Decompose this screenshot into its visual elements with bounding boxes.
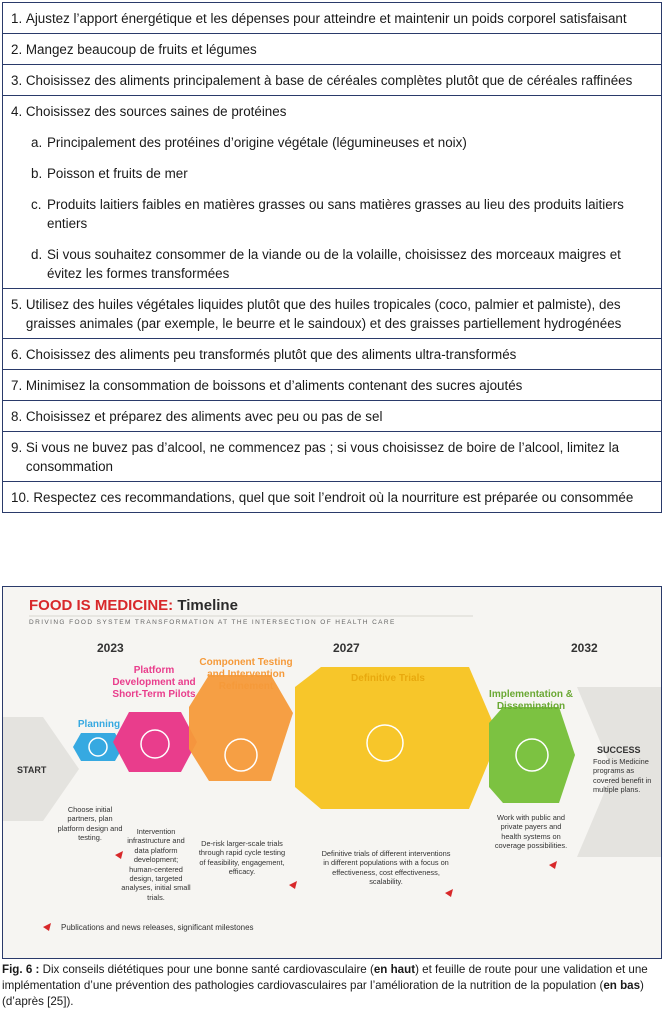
platform-hexagon <box>113 712 197 772</box>
year-2032: 2032 <box>571 641 598 655</box>
success-text: Food is Medicine programs as covered benefit in multiple plans. <box>593 757 652 795</box>
tip-text: Si vous ne buvez pas d’alcool, ne commencez pas ; si vous choisissez de boire de l’alcool, limitez la consommation <box>25 440 620 474</box>
phase-implementation: Implementation & Dissemination <box>489 689 573 712</box>
phase-platform: Platform Development and Short-Term Pilots <box>112 665 196 700</box>
phase-definitive: Definitive Trials <box>351 673 425 684</box>
tip-row-1 <box>3 3 661 34</box>
tip-number: 7. <box>11 378 26 393</box>
tip-text: Utilisez des huiles végétales liquides plutôt que des huiles tropicales (coco, palmier et palmiste), des graisses animales (par exemple, le beurre et le saindoux) et des graisses partiellement hydrogénées <box>25 297 622 331</box>
year-2023: 2023 <box>97 641 124 655</box>
tip-row-8 <box>3 401 661 432</box>
start-label: START <box>17 765 47 775</box>
tip-number: 10. <box>11 490 34 505</box>
timeline-title: FOOD IS MEDICINE: Timeline <box>29 597 238 614</box>
tip-row-7 <box>3 370 661 401</box>
implementation-description: Work with public and private payers and health systems on coverage possibilities. <box>494 813 568 851</box>
tip-number: 1. <box>11 11 26 26</box>
tip-number: 5. <box>11 297 26 312</box>
subitem-text: Poisson et fruits de mer <box>47 166 188 181</box>
tip-text: Ajustez l’apport énergétique et les dépenses pour atteindre et maintenir un poids corporel satisfaisant <box>25 11 627 26</box>
planning-description: Choose initial partners, plan platform design and testing. <box>57 805 123 843</box>
tip-subitem-d <box>11 245 655 283</box>
definitive-hexagon <box>295 667 499 809</box>
implementation-hexagon <box>489 707 575 803</box>
tip-row-9 <box>3 432 661 482</box>
legend-text: Publications and news releases, significant milestones <box>61 923 254 932</box>
caption-bold: en haut <box>373 963 416 976</box>
tip-text: Choisissez des aliments principalement à base de céréales complètes plutôt que de céréales raffinées <box>25 73 633 88</box>
milestone-marker-icon <box>445 889 453 897</box>
subitem-letter: b. <box>31 166 46 181</box>
success-label: SUCCESS <box>597 745 641 755</box>
food-is-medicine-timeline <box>2 586 662 959</box>
subitem-text: Produits laitiers faibles en matières grasses ou sans matières grasses au lieu des produits laitiers entiers <box>47 197 624 231</box>
tip-row-6 <box>3 339 661 370</box>
tip-text: Choisissez et préparez des aliments avec peu ou pas de sel <box>25 409 383 424</box>
phase-planning: Planning <box>77 719 121 730</box>
tip-number: 3. <box>11 73 26 88</box>
tip-number: 8. <box>11 409 26 424</box>
timeline-subtitle: DRIVING FOOD SYSTEM TRANSFORMATION AT THE INTERSECTION OF HEALTH CARE <box>29 619 396 626</box>
tip-text: Respectez ces recommandations, quel que soit l’endroit où la nourriture est préparée ou consommée <box>33 490 634 505</box>
caption-label: Fig. 6 : <box>2 963 40 976</box>
subitem-letter: a. <box>31 135 46 150</box>
tip-subitem-c <box>11 195 655 233</box>
caption-bold: en bas <box>603 979 641 992</box>
tip-row-2 <box>3 34 661 65</box>
tip-row-10 <box>3 482 661 512</box>
definitive-description: Definitive trials of different interventions in different populations with a focus on effectiveness, cost effectiveness, scalability. <box>321 849 451 887</box>
subitem-letter: c. <box>31 197 46 212</box>
subitem-letter: d. <box>31 247 46 262</box>
milestone-marker-icon <box>549 861 557 869</box>
tip-number: 6. <box>11 347 26 362</box>
tip-text: Mangez beaucoup de fruits et légumes <box>25 42 257 57</box>
caption-text: Dix conseils diététiques pour une bonne santé cardiovasculaire ( <box>39 963 374 976</box>
subitem-text: Si vous souhaitez consommer de la viande ou de la volaille, choisissez des morceaux maigres et évitez les formes transformées <box>47 247 621 281</box>
tip-subitem-b <box>11 164 655 183</box>
tip-row-4 <box>3 96 661 289</box>
figure-caption <box>2 962 660 1010</box>
tip-text: Choisissez des sources saines de protéines <box>25 104 287 119</box>
caption-text: ) et feuille de route pour une validation et une implémentation d’une prévention des pathologies cardiovasculaires par l’amélioration de la nutrition de la population ( <box>2 963 648 992</box>
tip-row-3 <box>3 65 661 96</box>
tip-number: 2. <box>11 42 26 57</box>
tip-text: Choisissez des aliments peu transformés plutôt que des aliments ultra-transformés <box>25 347 517 362</box>
planning-hexagon <box>73 733 123 761</box>
platform-description: Intervention infrastructure and data platform development; human-centered design, targeted analyses, initial small trials. <box>121 827 191 902</box>
tip-subitem-a <box>11 133 655 152</box>
dietary-tips-table <box>2 2 662 513</box>
legend-marker-icon <box>43 923 51 931</box>
milestone-marker-icon <box>289 881 297 889</box>
tip-row-5 <box>3 289 661 339</box>
subitem-text: Principalement des protéines d’origine végétale (légumineuses et noix) <box>47 135 467 150</box>
phase-component: Component Testing and Intervention Refinement <box>199 657 293 692</box>
component-description: De-risk larger-scale trials through rapid cycle testing of feasibility, engagement, efficacy. <box>198 839 286 877</box>
tip-text: Minimisez la consommation de boissons et d’aliments contenant des sucres ajoutés <box>25 378 523 393</box>
tip-number: 9. <box>11 440 26 455</box>
year-2027: 2027 <box>333 641 360 655</box>
tip-number: 4. <box>11 104 26 119</box>
caption-text: ) (d’après [25]). <box>2 979 644 1008</box>
